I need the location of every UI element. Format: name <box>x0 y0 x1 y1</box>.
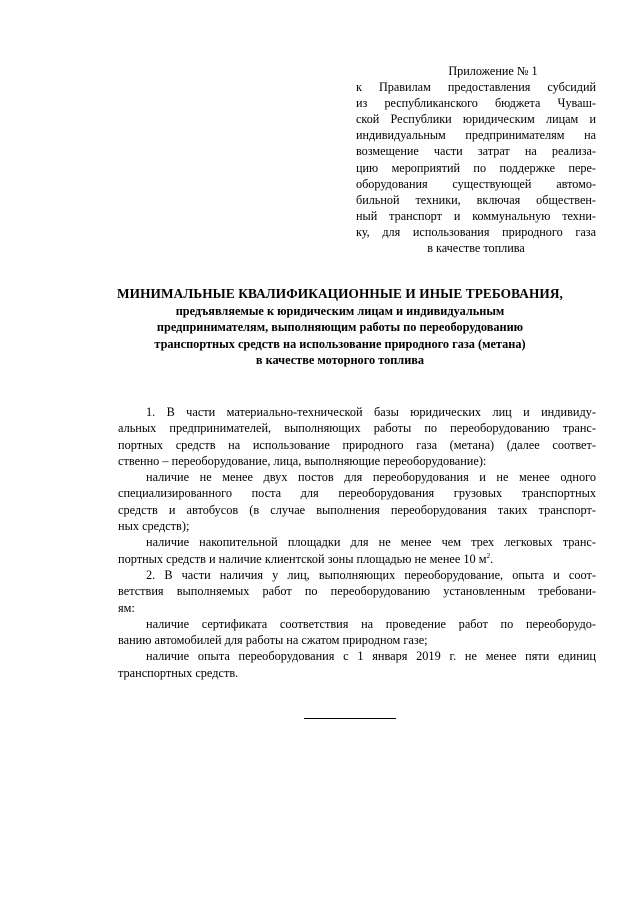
appendix-line: к Правилам предоставления субсидий <box>356 80 596 95</box>
text-line: ных средств); <box>118 519 190 534</box>
title-main: МИНИМАЛЬНЫЕ КВАЛИФИКАЦИОННЫЕ И ИНЫЕ ТРЕБОВАНИЯ, <box>117 286 563 301</box>
paragraph-4 <box>118 567 596 616</box>
text-line: ванию автомобилей для работы на сжатом природном газе; <box>118 633 428 648</box>
text-line: специализированного поста для переоборудования грузовых транспортных <box>118 486 596 501</box>
appendix-line: бильной техники, включая обществен- <box>356 192 596 207</box>
text-line: альных предпринимателей, выполняющих работы по переоборудованию транс- <box>118 421 596 436</box>
text-line: портных средств на использование природного газа (метана) (далее соответ- <box>118 437 596 452</box>
closing-rule <box>304 718 396 719</box>
paragraph-5 <box>118 616 596 649</box>
text-line: ям: <box>118 600 135 615</box>
text-line: транспортных средств. <box>118 665 239 680</box>
text-line: наличие накопительной площадки для не менее чем трех легковых транс- <box>146 535 596 550</box>
text-line <box>118 551 596 567</box>
text-line: 1. В части материально-технической базы юридических лиц и индивиду- <box>146 405 596 419</box>
appendix-line: в качестве топлива <box>427 241 525 256</box>
title-subline: в качестве моторного топлива <box>255 353 425 368</box>
appendix-line: ный транспорт и коммунальную техни- <box>356 208 596 223</box>
appendix-line: ской Республики юридическим лицам и <box>356 112 596 127</box>
text-line: 2. В части наличия у лиц, выполняющих переоборудование, опыта и соот- <box>146 567 596 582</box>
text-line: наличие не менее двух постов для переоборудования и не менее одного <box>146 470 596 485</box>
text-segment: . <box>490 551 494 566</box>
appendix-line: цию мероприятий по поддержке пере- <box>356 160 596 175</box>
appendix-line: оборудования существующей автомо- <box>356 176 596 191</box>
appendix-line: из республиканского бюджета Чуваш- <box>356 96 596 111</box>
title-subline: транспортных средств на использование природного газа (метана) <box>154 336 526 351</box>
text-line: ственно – переоборудование, лица, выполняющие переоборудование): <box>118 453 487 468</box>
paragraph-6 <box>118 648 596 681</box>
paragraph-1 <box>118 404 596 469</box>
appendix-header <box>356 63 596 256</box>
appendix-number: Приложение № 1 <box>448 64 538 78</box>
document-title <box>100 286 580 369</box>
paragraph-2 <box>118 469 596 534</box>
text-line: наличие сертификата соответствия на проведение работ по переоборудо- <box>146 616 596 631</box>
text-line: ветствия выполняемых работ по переоборудованию установленным требовани- <box>118 584 596 599</box>
text-line: наличие опыта переоборудования с 1 января 2019 г. не менее пяти единиц <box>146 649 596 664</box>
text-line: средств и автобусов (в случае выполнения переоборудования таких транспорт- <box>118 502 596 517</box>
appendix-line: ку, для использования природного газа <box>356 224 596 239</box>
text-segment: портных средств и наличие клиентской зоны площадью не менее 10 м <box>118 551 487 566</box>
document-body <box>118 404 596 681</box>
appendix-line: возмещение части затрат на реализа- <box>356 144 596 159</box>
paragraph-3 <box>118 534 596 567</box>
superscript: 2 <box>486 551 491 560</box>
title-subline: предпринимателям, выполняющим работы по переоборудованию <box>156 320 524 335</box>
title-subline: предъявляемые к юридическим лицам и индивидуальным <box>175 303 505 318</box>
appendix-line: индивидуальным предпринимателям на <box>356 128 596 143</box>
